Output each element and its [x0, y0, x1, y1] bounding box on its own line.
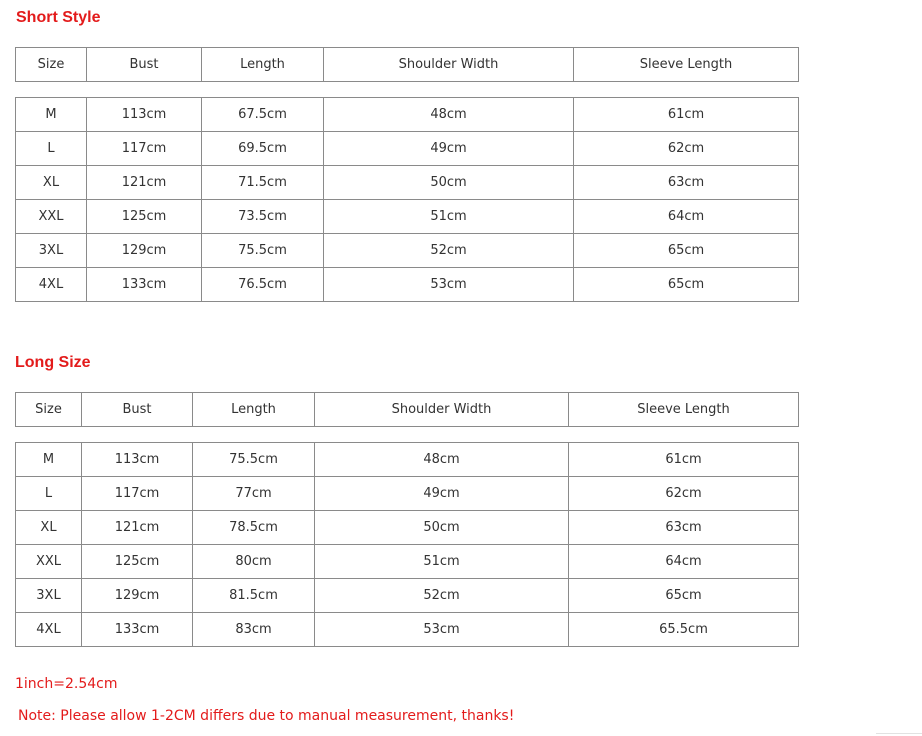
table-row: [16, 443, 799, 477]
cell-bust: 133cm: [87, 268, 202, 302]
cell-sleeve-length: 62cm: [569, 477, 799, 511]
cell-size: M: [16, 98, 87, 132]
table-row: [16, 268, 799, 302]
cell-shoulder-width: 50cm: [324, 166, 574, 200]
cell-shoulder-width: 48cm: [315, 443, 569, 477]
cell-bust: 129cm: [87, 234, 202, 268]
cell-size: 3XL: [16, 234, 87, 268]
divider: [876, 733, 922, 734]
header-bust: Bust: [82, 393, 193, 427]
cell-shoulder-width: 52cm: [324, 234, 574, 268]
table-row: [16, 132, 799, 166]
cell-size: M: [16, 443, 82, 477]
cell-shoulder-width: 49cm: [315, 477, 569, 511]
table-row: [16, 200, 799, 234]
cell-length: 71.5cm: [202, 166, 324, 200]
long-size-size-table: [15, 442, 799, 647]
table-row: [16, 613, 799, 647]
cell-length: 81.5cm: [193, 579, 315, 613]
table-row: [16, 511, 799, 545]
cell-bust: 117cm: [82, 477, 193, 511]
cell-bust: 121cm: [82, 511, 193, 545]
cell-bust: 113cm: [82, 443, 193, 477]
table-row: [16, 579, 799, 613]
cell-sleeve-length: 61cm: [574, 98, 799, 132]
cell-size: XL: [16, 511, 82, 545]
cell-sleeve-length: 63cm: [574, 166, 799, 200]
cell-bust: 121cm: [87, 166, 202, 200]
short-style-title: Short Style: [16, 9, 101, 26]
measurement-tolerance-note: Note: Please allow 1-2CM differs due to manual measurement, thanks!: [18, 708, 515, 724]
header-size: Size: [16, 393, 82, 427]
table-row: [16, 545, 799, 579]
cell-length: 67.5cm: [202, 98, 324, 132]
short-style-header-table: [15, 47, 799, 82]
cell-sleeve-length: 65cm: [574, 234, 799, 268]
long-size-header-table: [15, 392, 799, 427]
cell-length: 75.5cm: [193, 443, 315, 477]
header-shoulder-width: Shoulder Width: [324, 48, 574, 82]
cell-bust: 117cm: [87, 132, 202, 166]
cell-shoulder-width: 50cm: [315, 511, 569, 545]
cell-bust: 125cm: [87, 200, 202, 234]
header-bust: Bust: [87, 48, 202, 82]
table-row: [16, 234, 799, 268]
cell-size: 3XL: [16, 579, 82, 613]
table-header-row: [16, 393, 799, 427]
cell-length: 73.5cm: [202, 200, 324, 234]
header-size: Size: [16, 48, 87, 82]
cell-length: 83cm: [193, 613, 315, 647]
header-length: Length: [202, 48, 324, 82]
cell-length: 80cm: [193, 545, 315, 579]
cell-length: 76.5cm: [202, 268, 324, 302]
cell-size: L: [16, 132, 87, 166]
cell-size: XXL: [16, 200, 87, 234]
inch-conversion-note: 1inch=2.54cm: [15, 676, 118, 692]
table-header-row: [16, 48, 799, 82]
cell-length: 77cm: [193, 477, 315, 511]
cell-sleeve-length: 64cm: [574, 200, 799, 234]
header-sleeve-length: Sleeve Length: [569, 393, 799, 427]
long-size-title: Long Size: [15, 354, 91, 371]
short-style-size-table: [15, 97, 799, 302]
header-length: Length: [193, 393, 315, 427]
cell-sleeve-length: 65cm: [569, 579, 799, 613]
cell-sleeve-length: 63cm: [569, 511, 799, 545]
cell-shoulder-width: 51cm: [315, 545, 569, 579]
cell-bust: 129cm: [82, 579, 193, 613]
cell-bust: 133cm: [82, 613, 193, 647]
cell-length: 75.5cm: [202, 234, 324, 268]
cell-size: 4XL: [16, 613, 82, 647]
table-row: [16, 477, 799, 511]
cell-shoulder-width: 51cm: [324, 200, 574, 234]
cell-length: 69.5cm: [202, 132, 324, 166]
cell-length: 78.5cm: [193, 511, 315, 545]
table-row: [16, 98, 799, 132]
cell-shoulder-width: 53cm: [324, 268, 574, 302]
cell-shoulder-width: 53cm: [315, 613, 569, 647]
cell-size: L: [16, 477, 82, 511]
cell-size: XL: [16, 166, 87, 200]
cell-sleeve-length: 65.5cm: [569, 613, 799, 647]
cell-size: XXL: [16, 545, 82, 579]
cell-size: 4XL: [16, 268, 87, 302]
cell-sleeve-length: 65cm: [574, 268, 799, 302]
header-shoulder-width: Shoulder Width: [315, 393, 569, 427]
table-row: [16, 166, 799, 200]
cell-sleeve-length: 64cm: [569, 545, 799, 579]
cell-bust: 125cm: [82, 545, 193, 579]
cell-shoulder-width: 49cm: [324, 132, 574, 166]
cell-sleeve-length: 62cm: [574, 132, 799, 166]
cell-bust: 113cm: [87, 98, 202, 132]
cell-shoulder-width: 52cm: [315, 579, 569, 613]
header-sleeve-length: Sleeve Length: [574, 48, 799, 82]
cell-sleeve-length: 61cm: [569, 443, 799, 477]
cell-shoulder-width: 48cm: [324, 98, 574, 132]
